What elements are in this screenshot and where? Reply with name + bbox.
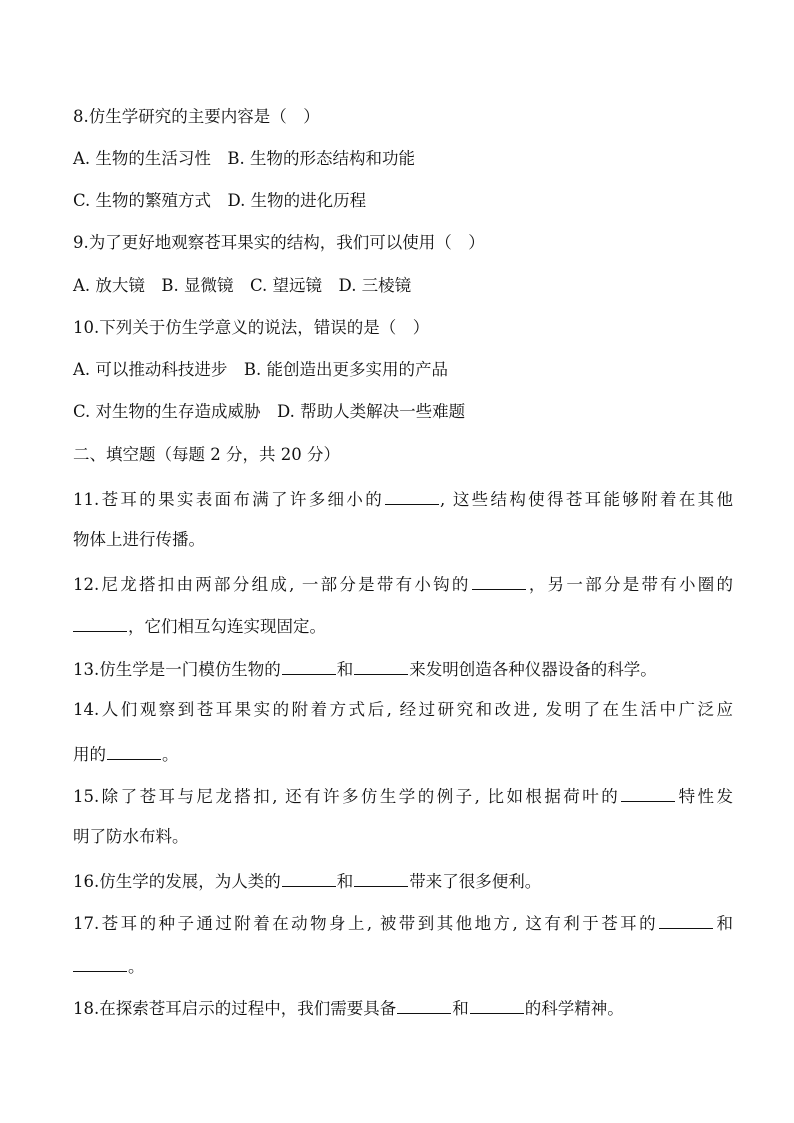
question-12-text-b: ，另一部分是带有小圈的 [526,575,733,594]
question-13-line-1 [73,656,733,680]
question-9-options: A. 放大镜 B. 显微镜 C. 望远镜 D. 三棱镜 [73,276,412,295]
question-13-text-c: 来发明创造各种仪器设备的科学。 [409,660,657,679]
question-16-text-c: 带来了很多便利。 [409,872,542,891]
answer-blank[interactable] [385,486,439,505]
answer-blank[interactable] [354,868,408,887]
question-16-text-a: 16.仿生学的发展，为人类的 [73,872,281,891]
question-18-text-c: 的科学精神。 [524,999,624,1018]
question-14-text-c: 。 [162,745,179,764]
question-10-stem: 10.下列关于仿生学意义的说法，错误的是（ ） [73,318,430,337]
question-14-text-b: 用的 [73,745,106,764]
question-8-stem: 8.仿生学研究的主要内容是（ ） [73,107,320,126]
answer-blank[interactable] [282,868,336,887]
answer-blank[interactable] [354,656,408,675]
answer-blank[interactable] [397,995,451,1014]
answer-blank[interactable] [107,741,161,760]
question-18-text-b: 和 [452,999,469,1018]
answer-blank[interactable] [470,995,524,1014]
answer-blank[interactable] [73,613,127,632]
question-11-line-1 [73,486,733,510]
question-15-line-2: 明了防水布料。 [73,827,189,846]
question-14-line-2 [73,741,733,765]
question-17-text-b: 和 [714,914,733,933]
question-15-text-b: 特性发 [676,787,733,806]
question-17-text-c: 。 [128,957,145,976]
question-15-line-1 [73,783,733,807]
question-12-text-a: 12.尼龙搭扣由两部分组成, 一部分是带有小钩的 [73,575,471,594]
answer-blank[interactable] [621,783,675,802]
question-16-text-b: 和 [336,872,354,891]
question-14-line-1: 14.人们观察到苍耳果实的附着方式后, 经过研究和改进, 发明了在生活中广泛应 [73,700,733,719]
question-17-line-2 [73,953,733,977]
question-10-options-ab: A. 可以推动科技进步 B. 能创造出更多实用的产品 [73,360,449,379]
answer-blank[interactable] [73,953,127,972]
question-12-text-c: ，它们相互勾连实现固定。 [128,617,326,636]
question-11-text-b: , 这些结构使得苍耳能够附着在其他 [440,490,733,509]
question-16-line-1 [73,868,733,892]
answer-blank[interactable] [472,571,526,590]
answer-blank[interactable] [282,656,336,675]
question-17-line-1 [73,910,733,934]
question-15-text-a: 15.除了苍耳与尼龙搭扣, 还有许多仿生学的例子, 比如根据荷叶的 [73,787,621,806]
question-13-text-a: 13.仿生学是一门模仿生物的 [73,660,281,679]
question-11-text-a: 11.苍耳的果实表面布满了许多细小的 [73,490,385,509]
question-8-options-ab: A. 生物的生活习性 B. 生物的形态结构和功能 [73,149,416,168]
question-18-line-1 [73,995,733,1019]
question-10-options-cd: C. 对生物的生存造成威胁 D. 帮助人类解决一些难题 [73,402,466,421]
question-11-line-2: 物体上进行传播。 [73,530,205,549]
question-12-line-2 [73,613,733,637]
answer-blank[interactable] [659,910,713,929]
question-8-options-cd: C. 生物的繁殖方式 D. 生物的进化历程 [73,191,367,210]
section-2-heading: 二、填空题（每题 2 分，共 20 分） [73,445,340,464]
question-18-text-a: 18.在探索苍耳启示的过程中，我们需要具备 [73,999,397,1018]
question-17-text-a: 17.苍耳的种子通过附着在动物身上, 被带到其他地方, 这有利于苍耳的 [73,914,659,933]
question-12-line-1 [73,571,733,595]
question-13-text-b: 和 [336,660,354,679]
question-9-stem: 9.为了更好地观察苍耳果实的结构，我们可以使用（ ） [73,233,485,252]
